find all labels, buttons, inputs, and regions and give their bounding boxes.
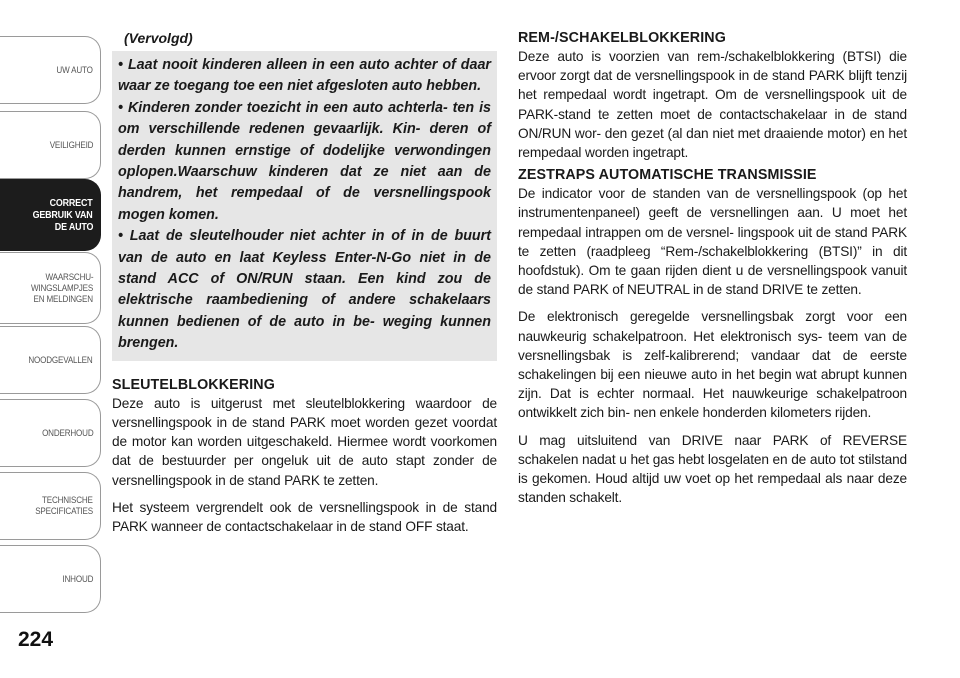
paragraph: Deze auto is uitgerust met sleutelblokkering waardoor de versnellingspook in de stand PARK moet worden gezet voordat de motor kan worden uitgeschakeld. Hiermee wordt voorkomen dat de bestuurder per ongeluk uit de auto stapt zonder de versnellingspook in de stand PARK te zetten. [112,395,497,488]
tab-label: EN MELDINGEN [33,293,93,305]
tab-correct-gebruik[interactable] [0,179,101,251]
tab-label: INHOUD [62,573,93,585]
tab-label: UW AUTO [56,64,93,76]
tab-uw-auto[interactable] [0,36,101,104]
tab-inhoud[interactable] [0,545,101,613]
warning-box [112,51,497,361]
right-column [518,30,907,507]
tab-label: GEBRUIK VAN [33,209,93,221]
tab-label: CORRECT [50,197,93,209]
tab-label: WINGSLAMPJES [30,282,93,294]
paragraph: Het systeem vergrendelt ook de versnellingspook in de stand PARK wanneer de contactschakelaar in de stand OFF staat. [112,499,497,534]
left-column [112,30,497,536]
section-title: REM-/SCHAKELBLOKKERING [518,30,726,46]
paragraph: De indicator voor de standen van de versnellingspook (op het instrumentenpaneel) geeft de versnellingen aan. U moet het rempedaal intrappen om de versnel- lingspook uit de stand PARK te zetten (raadpleeg “Rem-/schakelblokkering (BTSI)” in dit hoofdstuk). Om te gaan rijden dient u de versnellingspook vanuit de stand PARK of NEUTRAL in de stand DRIVE te zetten. [518,186,907,298]
warning-item: • Laat nooit kinderen alleen in een auto achter of daar waar ze toegang toe een niet afgesloten auto hebben. [118,57,491,95]
tab-label: VEILIGHEID [49,139,93,151]
warning-item: • Kinderen zonder toezicht in een auto achterla- ten is om verschillende redenen gevaarlijk. Kin- deren of derden kunnen ernstige of dodelijke verwondingen oplopen.Waarschuw kinderen dat ze niet aan de handrem, het rempedaal of de versnellingspook mogen komen. [118,99,491,223]
paragraph: U mag uitsluitend van DRIVE naar PARK of REVERSE schakelen nadat u het gas hebt losgelaten en de auto tot stilstand is gekomen. Houd altijd uw voet op het rempedaal als naar deze standen schakelt. [518,432,907,506]
tab-onderhoud[interactable] [0,399,101,467]
tab-technische-specificaties[interactable] [0,472,101,540]
warning-item: • Laat de sleutelhouder niet achter in of in de buurt van de auto en laat Keyless Enter-N-Go niet in de stand ACC of ON/RUN staan. Een kind zou de elektrische raambediening of andere schakelaars kunnen bedienen of de auto in be- weging kunnen brengen. [118,228,491,352]
tab-label: NOODGEVALLEN [28,354,93,366]
page-number: 224 [18,628,54,651]
paragraph: De elektronisch geregelde versnellingsbak zorgt voor een nauwkeurig schakelpatroon. Het elektronisch sys- teem van de versnellingsbak is zelf-kalibrerend; vandaar dat de eerste schakelingen bij een nieuwe auto in het begin wat abrupt kunnen zijn. Dat is echter normaal. Het nauwkeurige schakelpatroon ontwikkelt zich bin- nen enkele honderden kilometers rijden. [518,309,907,421]
continued-label: (Vervolgd) [124,30,193,46]
tab-veiligheid[interactable] [0,111,101,179]
tab-label: TECHNISCHE [42,495,93,506]
tab-label: WAARSCHU- [45,271,93,283]
chapter-tabs [0,0,103,678]
tab-noodgevallen[interactable] [0,326,101,394]
tab-label: ONDERHOUD [41,427,93,439]
tab-label: SPECIFICATIES [35,506,93,517]
tab-label: DE AUTO [54,221,93,233]
paragraph: Deze auto is voorzien van rem-/schakelblokkering (BTSI) die ervoor zorgt dat de versnellingspook in de stand PARK blijft tenzij het rempedaal wordt ingetrapt. Om de versnellingspook uit de PARK-stand te zetten moet de contactschakelaar in de stand ON/RUN wor- den gezet (al dan niet met draaiende motor) en het rempedaal worden ingetrapt. [518,49,907,161]
section-title: ZESTRAPS AUTOMATISCHE TRANSMISSIE [518,167,817,184]
tab-waarschuwingslampjes[interactable] [0,252,101,324]
section-title: SLEUTELBLOKKERING [112,376,275,393]
